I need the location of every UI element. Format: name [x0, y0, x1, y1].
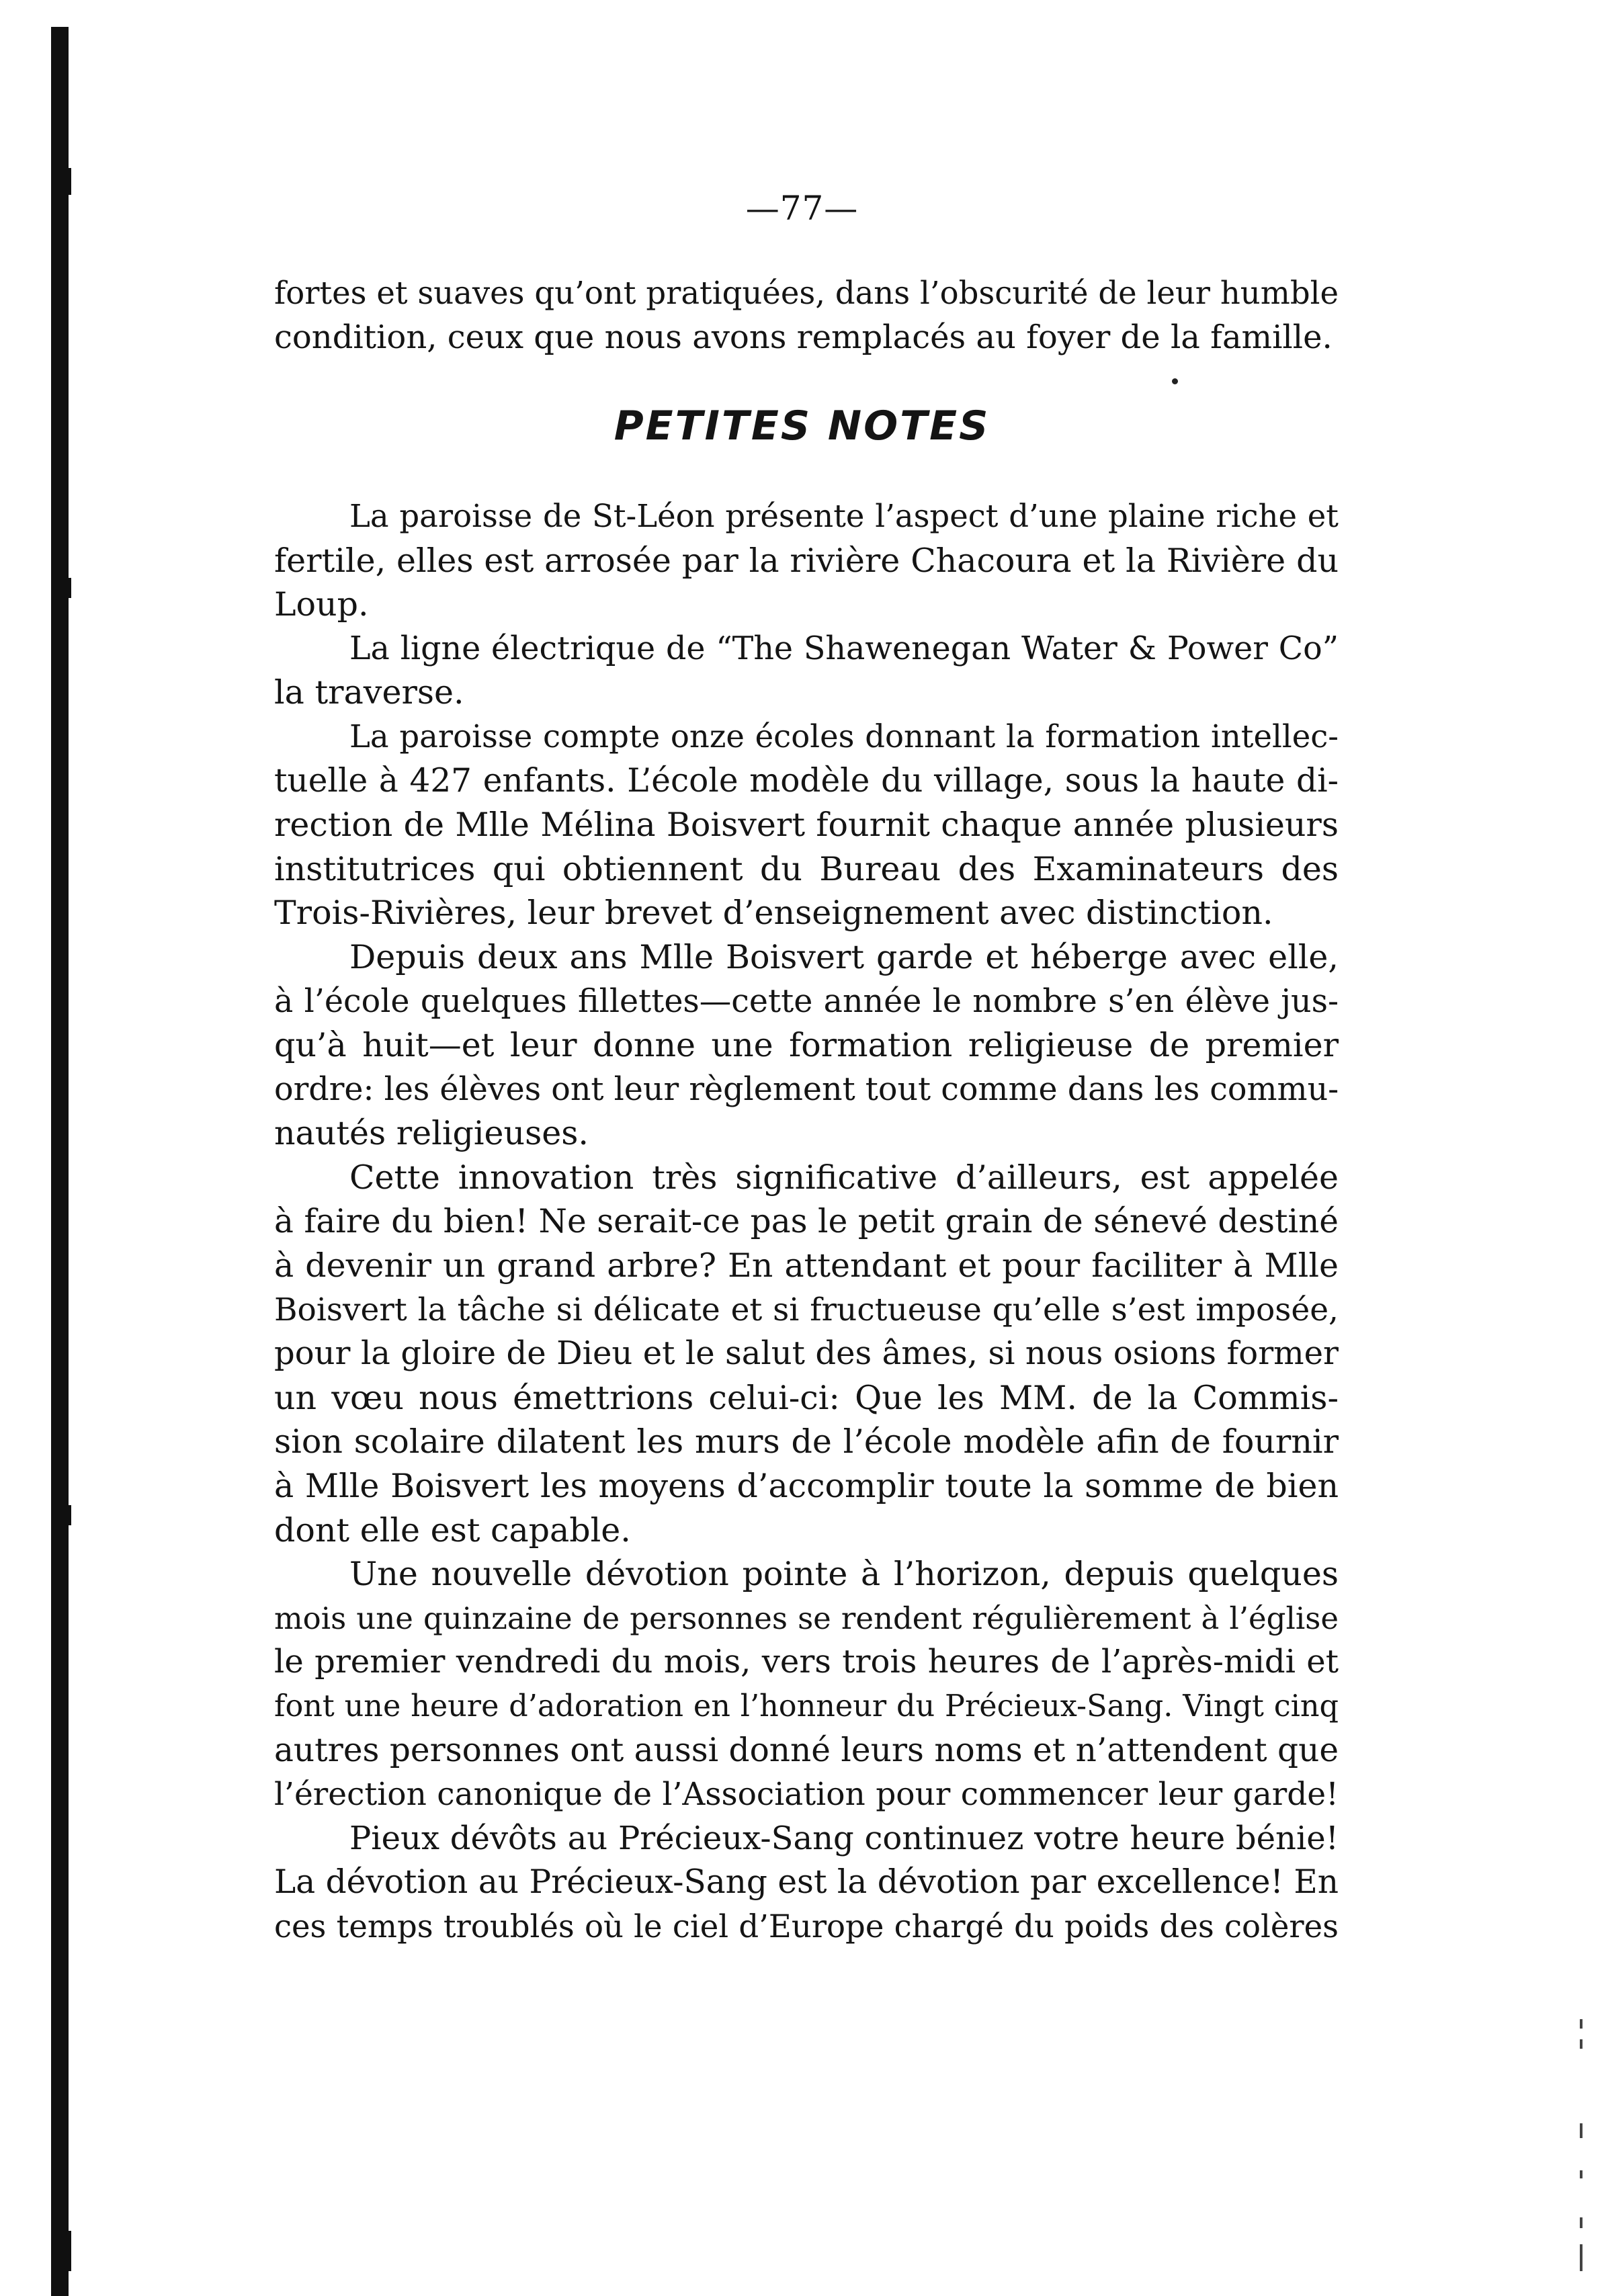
text-line: Pieux dévôts au Précieux-Sang continuez votre heure bénie!	[349, 1819, 1339, 1857]
scan-mark	[1580, 2217, 1582, 2228]
text-line: institutrices qui obtiennent du Bureau des Examinateurs des	[274, 849, 1339, 888]
text-line: pour la gloire de Dieu et le salut des âmes, si nous osions former	[274, 1334, 1339, 1373]
text-line: tuelle à 427 enfants. L’école modèle du village, sous la haute di-	[274, 761, 1339, 800]
intro-paragraph	[274, 271, 1339, 359]
body-text	[274, 495, 1339, 1949]
text-line: font une heure d’adoration en l’honneur du Précieux-Sang. Vingt cinq	[274, 1689, 1339, 1724]
text-line: Boisvert la tâche si délicate et si fructueuse qu’elle s’est imposée,	[274, 1291, 1339, 1328]
text-line: La dévotion au Précieux-Sang est la dévotion par excellence! En	[274, 1863, 1339, 1902]
binding-notch	[65, 2231, 71, 2271]
scan-mark	[1580, 2244, 1582, 2271]
text-line: La paroisse compte onze écoles donnant la formation intellec-	[349, 718, 1339, 755]
scan-mark	[1580, 2123, 1582, 2138]
text-line: Loup.	[274, 585, 369, 624]
text-line: la traverse.	[274, 673, 464, 712]
text-line: Depuis deux ans Mlle Boisvert garde et héberge avec elle,	[349, 937, 1339, 976]
binding-edge	[51, 27, 69, 2296]
section-heading: PETITES NOTES	[614, 402, 990, 450]
scan-mark	[1580, 2019, 1582, 2029]
text-line: le premier vendredi du mois, vers trois heures de l’après-midi et	[274, 1643, 1339, 1681]
text-line: condition, ceux que nous avons remplacés au foyer de la famille.	[274, 318, 1333, 356]
text-line: l’érection canonique de l’Association pour commencer leur garde!	[274, 1776, 1339, 1814]
text-line: nautés religieuses.	[274, 1114, 589, 1153]
scan-mark	[1580, 2039, 1582, 2049]
text-line: Une nouvelle dévotion pointe à l’horizon, depuis quelques	[349, 1555, 1339, 1594]
text-line: à Mlle Boisvert les moyens d’accomplir toute la somme de bien	[274, 1467, 1339, 1506]
text-line: La ligne électrique de “The Shawenegan Water & Power Co”	[349, 630, 1339, 667]
stray-dot	[1172, 378, 1178, 384]
text-line: Cette innovation très significative d’ailleurs, est appelée	[349, 1158, 1339, 1197]
text-line: autres personnes ont aussi donné leurs noms et n’attendent que	[274, 1731, 1339, 1769]
text-line: Trois-Rivières, leur brevet d’enseignement avec distinction.	[274, 894, 1273, 933]
text-line: sion scolaire dilatent les murs de l’école modèle afin de fournir	[274, 1422, 1339, 1461]
text-line: fortes et suaves qu’ont pratiquées, dans l’obscurité de leur humble	[274, 275, 1339, 311]
text-line: à l’école quelques fillettes—cette année le nombre s’en élève jus-	[274, 982, 1339, 1020]
text-line: fertile, elles est arrosée par la rivière Chacoura et la Rivière du	[274, 541, 1339, 580]
binding-notch	[65, 1505, 71, 1525]
text-line: qu’à huit—et leur donne une formation religieuse de premier	[274, 1026, 1339, 1065]
text-line: ces temps troublés où le ciel d’Europe chargé du poids des colères	[274, 1908, 1339, 1945]
text-line: La paroisse de St-Léon présente l’aspect d’une plaine riche et	[349, 498, 1339, 534]
text-line: rection de Mlle Mélina Boisvert fournit chaque année plusieurs	[274, 806, 1339, 845]
text-line: mois une quinzaine de personnes se rendent régulièrement à l’église	[274, 1600, 1339, 1636]
text-line: à faire du bien! Ne serait-ce pas le petit grain de sénevé destiné	[274, 1202, 1339, 1240]
text-line: un vœu nous émettrions celui-ci: Que les MM. de la Commis-	[274, 1378, 1339, 1417]
text-line: dont elle est capable.	[274, 1511, 631, 1549]
text-line: ordre: les élèves ont leur règlement tout comme dans les commu-	[274, 1070, 1339, 1108]
binding-notch	[65, 578, 71, 598]
page-number: —77—	[745, 189, 859, 228]
scan-mark	[1580, 2170, 1582, 2178]
text-line: à devenir un grand arbre? En attendant et pour faciliter à Mlle	[274, 1246, 1339, 1285]
